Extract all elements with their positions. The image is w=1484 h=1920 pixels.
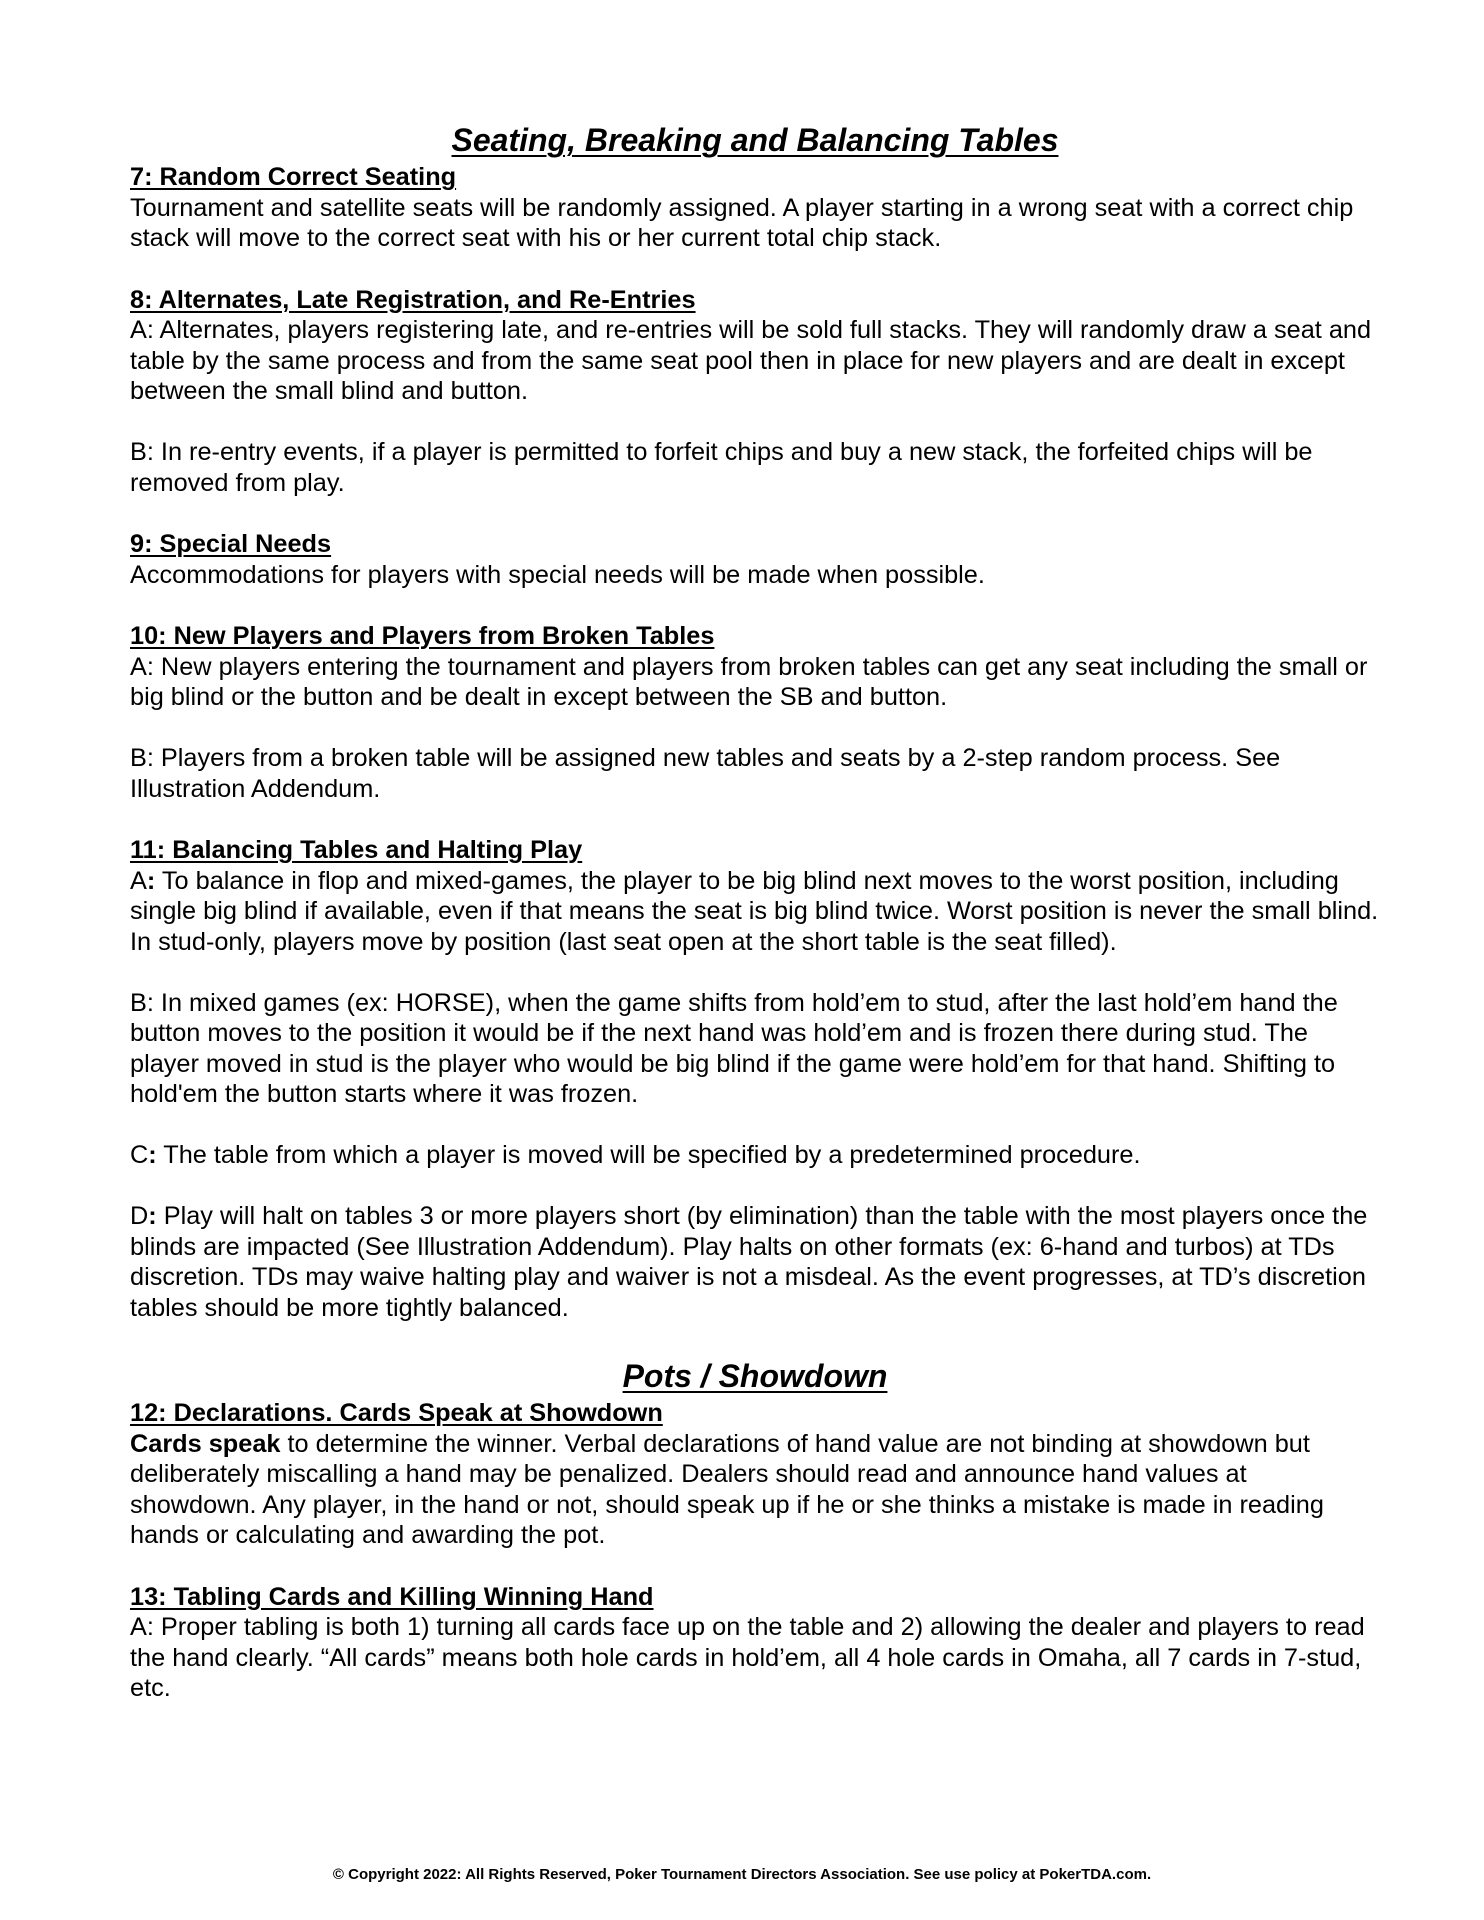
rule-paragraph: B: Players from a broken table will be assigned new tables and seats by a 2-step random process. See Illustration Addendum. — [130, 744, 1281, 803]
document-page — [130, 118, 1380, 1735]
rule-paragraph — [130, 866, 1380, 958]
rule-paragraph: A: Alternates, players registering late, and re-entries will be sold full stacks. They will randomly draw a seat and table by the same process and from the same seat pool then in place for new players and are dealt in except between the small blind and button. — [130, 316, 1372, 405]
rule-8 — [130, 285, 1380, 499]
section-title-seating: Seating, Breaking and Balancing Tables — [451, 122, 1059, 158]
rule-paragraph — [130, 1201, 1380, 1323]
paragraph-label: C — [130, 1141, 149, 1169]
rule-9 — [130, 529, 1380, 590]
rule-paragraph: B: In mixed games (ex: HORSE), when the game shifts from hold’em to stud, after the last hold’em hand the button moves to the position it would be if the next hand was hold’em and is frozen there during stud. The player moved in stud is the player who would be big blind if the game were hold’em for that hand. Shifting to hold'em the button starts where it was frozen. — [130, 988, 1338, 1108]
paragraph-text: The table from which a player is moved will be specified by a predetermined procedure. — [156, 1141, 1141, 1169]
rule-7 — [130, 162, 1380, 254]
paragraph-text: To balance in flop and mixed-games, the player to be big blind next moves to the worst position, including single big blind if available, even if that means the seat is big blind twice. Worst position is never the small blind. In stud-only, players move by position (last seat open at the short table is the seat filled). — [130, 866, 1379, 956]
rule-heading: 7: Random Correct Seating — [130, 163, 457, 191]
rule-13 — [130, 1582, 1380, 1704]
rule-heading: 13: Tabling Cards and Killing Winning Hand — [130, 1582, 654, 1611]
rule-paragraph: A: Proper tabling is both 1) turning all cards face up on the table and 2) allowing the dealer and players to read the hand clearly. “All cards” means both hole cards in hold’em, all 4 hole cards in Omaha, all 7 cards in 7-stud, etc. — [130, 1613, 1365, 1702]
rule-paragraph: B: In re-entry events, if a player is permitted to forfeit chips and buy a new stack, the forfeited chips will be removed from play. — [130, 438, 1313, 497]
paragraph-text: Play will halt on tables 3 or more players short (by elimination) than the table with the most players once the blinds are impacted (See Illustration Addendum). Play halts on other formats (ex: 6-hand and turbos) at TDs discretion. TDs may waive halting play and waiver is not a misdeal. As the event progresses, at TD’s discretion tables should be more tightly balanced. — [130, 1202, 1368, 1322]
paragraph-lead: Cards speak — [130, 1429, 281, 1458]
rule-heading: 9: Special Needs — [130, 530, 332, 558]
section-title-pots-showdown: Pots / Showdown — [622, 1358, 888, 1394]
rule-paragraph — [130, 1140, 1380, 1171]
paragraph-colon: : — [148, 1141, 157, 1169]
paragraph-label: A — [130, 866, 147, 895]
rule-12 — [130, 1398, 1380, 1551]
paragraph-colon: : — [148, 1202, 157, 1230]
copyright-footer: © Copyright 2022: All Rights Reserved, Poker Tournament Directors Association. See use policy at PokerTDA.com. — [332, 1866, 1152, 1883]
rule-heading: 11: Balancing Tables and Halting Play — [130, 836, 583, 864]
rule-paragraph — [130, 1429, 1380, 1551]
rule-10 — [130, 621, 1380, 804]
paragraph-text: to determine the winner. Verbal declarations of hand value are not binding at showdown but deliberately miscalling a hand may be penalized. Dealers should read and announce hand values at showdown. Any player, in the hand or not, should speak up if he or she thinks a mistake is made in reading hands or calculating and awarding the pot. — [130, 1429, 1324, 1549]
paragraph-label: D — [130, 1202, 149, 1230]
rule-paragraph: Tournament and satellite seats will be randomly assigned. A player starting in a wrong seat with a correct chip stack will move to the correct seat with his or her current total chip stack. — [130, 193, 1354, 252]
rule-paragraph: A: New players entering the tournament and players from broken tables can get any seat including the small or big blind or the button and be dealt in except between the SB and button. — [130, 652, 1368, 711]
rule-heading: 10: New Players and Players from Broken Tables — [130, 622, 715, 650]
paragraph-colon: : — [146, 866, 156, 895]
rule-paragraph: Accommodations for players with special needs will be made when possible. — [130, 560, 985, 589]
rule-heading: 8: Alternates, Late Registration, and Re-Entries — [130, 285, 696, 314]
rule-heading: 12: Declarations. Cards Speak at Showdown — [130, 1399, 663, 1427]
rule-11 — [130, 835, 1380, 1323]
